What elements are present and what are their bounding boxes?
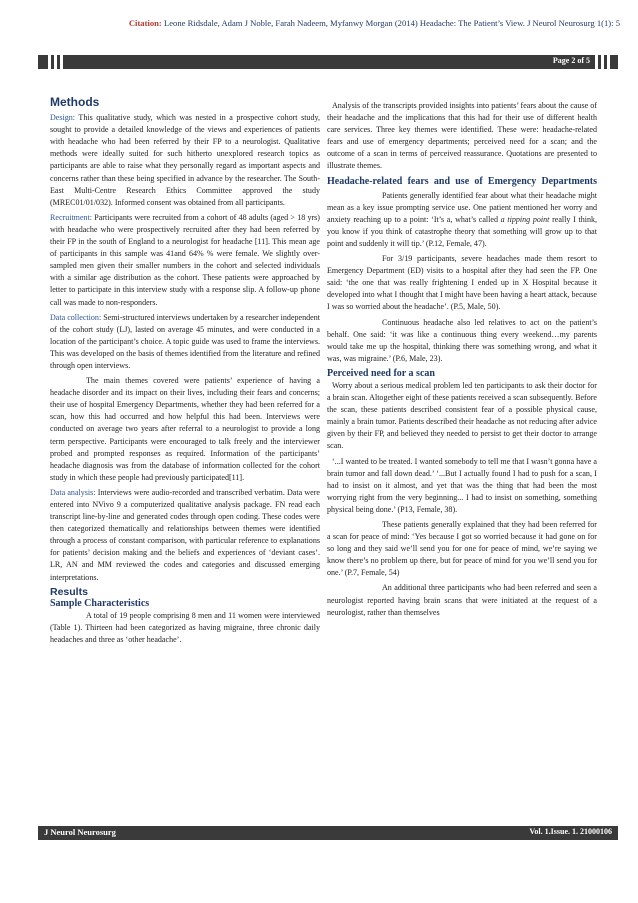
recruitment-text: Participants were recruited from a cohort of 48 adults (aged > 18 yrs) with headache who were prospectively recruited after they had been referred by their FP in the south of England to a neurologist for headache [11]. This mean age of participants in this sample was 41and 64% % were female. We slightly over-sampled men given their smaller numbers in the cohort and selected individuals with a similar age distribution as the cohort. These patients were approached by letter to participate in this interview study with a response slip. A follow-up phone call was made to non-responders.	[50, 212, 320, 307]
right-column	[327, 100, 597, 619]
fears-text-2: really I think, you know if you think of catastrophe theory that something will grow up to that point and suddenly it will tip.’ (P.12, Female, 47).	[327, 214, 598, 248]
recruitment-label: Recruitment:	[50, 212, 93, 222]
fears-italic: a tipping point	[500, 214, 550, 224]
fears-heading: Headache-related fears and use of Emergency Departments	[327, 175, 597, 187]
footer-bar	[38, 826, 618, 840]
citation-label: Citation:	[128, 18, 162, 28]
methods-heading: Methods	[50, 95, 100, 109]
sample-heading: Sample Characteristics	[50, 597, 150, 609]
data-collection-paragraph	[50, 312, 320, 372]
header-bar	[38, 55, 618, 69]
header-stripe	[607, 55, 610, 69]
peace-paragraph: These patients generally explained that they had been referred for a scan for peace of mind: ‘Yes because I got so worried because it had gone on for so long and they said we’ll send you for one for peace of mind, we’re saying we know there’s no problem up there, but for peace of mind for you we’ll send you for one.’ (P.7, Female, 54)	[327, 520, 597, 578]
page-number: Page 2 of 5	[552, 56, 590, 65]
footer-journal: J Neurol Neurosurg	[44, 827, 116, 837]
data-collection-label: Data collection:	[50, 312, 102, 322]
recruitment-paragraph	[50, 212, 320, 309]
citation-text: Leone Ridsdale, Adam J Noble, Farah Nadeem, Myfanwy Morgan (2014) Headache: The Patient’s View. J Neurol Neurosurg 1(1): 5	[163, 18, 620, 28]
header-stripe	[601, 55, 604, 69]
additional-paragraph: An additional three participants who had been referred and seen a neurologist reported having brain scans that were initiated at the request of a neurologist, rather than themselves	[327, 583, 597, 617]
header-stripe	[60, 55, 63, 69]
header-stripe	[54, 55, 57, 69]
header-stripe	[48, 55, 51, 69]
data-analysis-label: Data analysis:	[50, 487, 96, 497]
fears-paragraph	[327, 190, 597, 250]
data-analysis-text: Interviews were audio-recorded and transcribed verbatim. Data were entered into NVivo 9 a computerized qualitative analysis package. FN read each transcript line-by-line and generated codes through open coding. These codes were then categorized thematically and relationships between themes were identified through a process of constant comparison, with particular reference to explanations for patients’ decision making and the beliefs and experiences of ‘deviant cases’. LR, AN and MM reviewed the codes and categories and discussed emerging interpretations.	[50, 487, 320, 582]
analysis-paragraph: Analysis of the transcripts provided insights into patients’ fears about the cause of their headache and the implications that this had for their use of different health care services. Three key themes were identified. These were: headache-related fears and use of emergency departments; perceived need for a scan; and the outcome of a scan in terms of perceived reassurance. Quotations are presented to illustrate themes.	[327, 101, 597, 171]
scan-paragraph: Worry about a serious medical problem led ten participants to ask their doctor for a brain scan. Altogether eight of these patients received a scan subsequently. Before the scan, these patients described consistent fear of a possible physical cause, mainly a brain tumor. Patients described their headache as not reducing after advice given by their FP, and believed they needed to persist to get their doctor to arrange scan.	[327, 380, 597, 451]
citation-line	[20, 18, 620, 28]
design-label: Design:	[50, 113, 76, 123]
sample-paragraph: A total of 19 people comprising 8 men and 11 women were interviewed (Table 1). Thirteen had been categorized as having migraine, three chronic daily headaches and three as ‘other headache’.	[50, 610, 320, 645]
fears-text: Patients generally identified fear about what their headache might mean as a key issue prompting service use. One patient mentioned her worry and anxiety reaching up to a point: ‘It’s a, what’s called	[327, 190, 597, 224]
severe-paragraph: For 3/19 participants, severe headaches made them resort to Emergency Department (ED) visits to a hospital after they had seen the FP. One said: ‘the one that was really frightening I ended up in X Hospital because it developed into what I thought that I might have been having a heart attack, because I was so worried about the headache’. (P.5, Male, 50).	[327, 254, 597, 312]
data-analysis-paragraph	[50, 487, 320, 584]
results-heading: Results	[50, 585, 88, 598]
quote-paragraph: ‘...I wanted to be treated. I wanted somebody to tell me that I wasn’t gonna have a brain tumor and fall down dead.’ ‘...But I actually found I had to push for a scan, I had to insist on it almost, and yet that was the thing that had been the most worrying right from the very beginning... I had to insist on something, something physical being done.’ (P13, Female, 38).	[327, 456, 597, 514]
design-paragraph	[50, 112, 320, 209]
scan-heading: Perceived need for a scan	[327, 367, 435, 379]
themes-paragraph: The main themes covered were patients’ experience of having a headache disorder and its impact on their lives, including their fears and concerns; their use of hospital Emergency Departments, whether they had been referred for a scan, how this had occurred and how helpful this had been. Interviews were conducted on average two years after referral to a neurologist to provide a long term perspective. Participants were encouraged to talk freely and the interviewer probed and prompted responses as required. Information of the participants’ headache diagnosis was from the database of information collected for the cohort study in which these people had previously participated[11].	[50, 376, 320, 482]
header-stripe	[595, 55, 598, 69]
data-collection-text: Semi-structured interviews undertaken by a researcher independent of the cohort study (LJ), lasted on average 45 minutes, and were conducted in a location of the participant’s choice. A topic guide was used to frame the interviews. This was developed on the basis of themes identified from the literature and refined through open interviews.	[50, 312, 320, 370]
design-text: This qualitative study, which was nested in a prospective cohort study, sought to provide a detailed knowledge of the views and experiences of patients with headache who had been referred by their FP to a neurologist. Qualitative methods were ideally suited for such hitherto unexplored research topics as participants are able to raise what they personally regard as important aspects and concerns rather than these being specified in advance by the researcher. The South-East Multi-Centre Research Ethics Committee approved the study (MREC01/01/032). Informed consent was obtained from all participants.	[50, 113, 320, 207]
continuous-paragraph: Continuous headache also led relatives to act on the patient’s behalf. One said: ‘it was like a continuous thing every weekend…my parents would take me up the hospital, thinking there was something wrong, and what it was, was migraine.’ (P.6, Male, 23).	[327, 317, 597, 363]
left-column	[50, 96, 320, 646]
footer-volume: Vol. 1.Issue. 1. 21000106	[529, 827, 612, 836]
